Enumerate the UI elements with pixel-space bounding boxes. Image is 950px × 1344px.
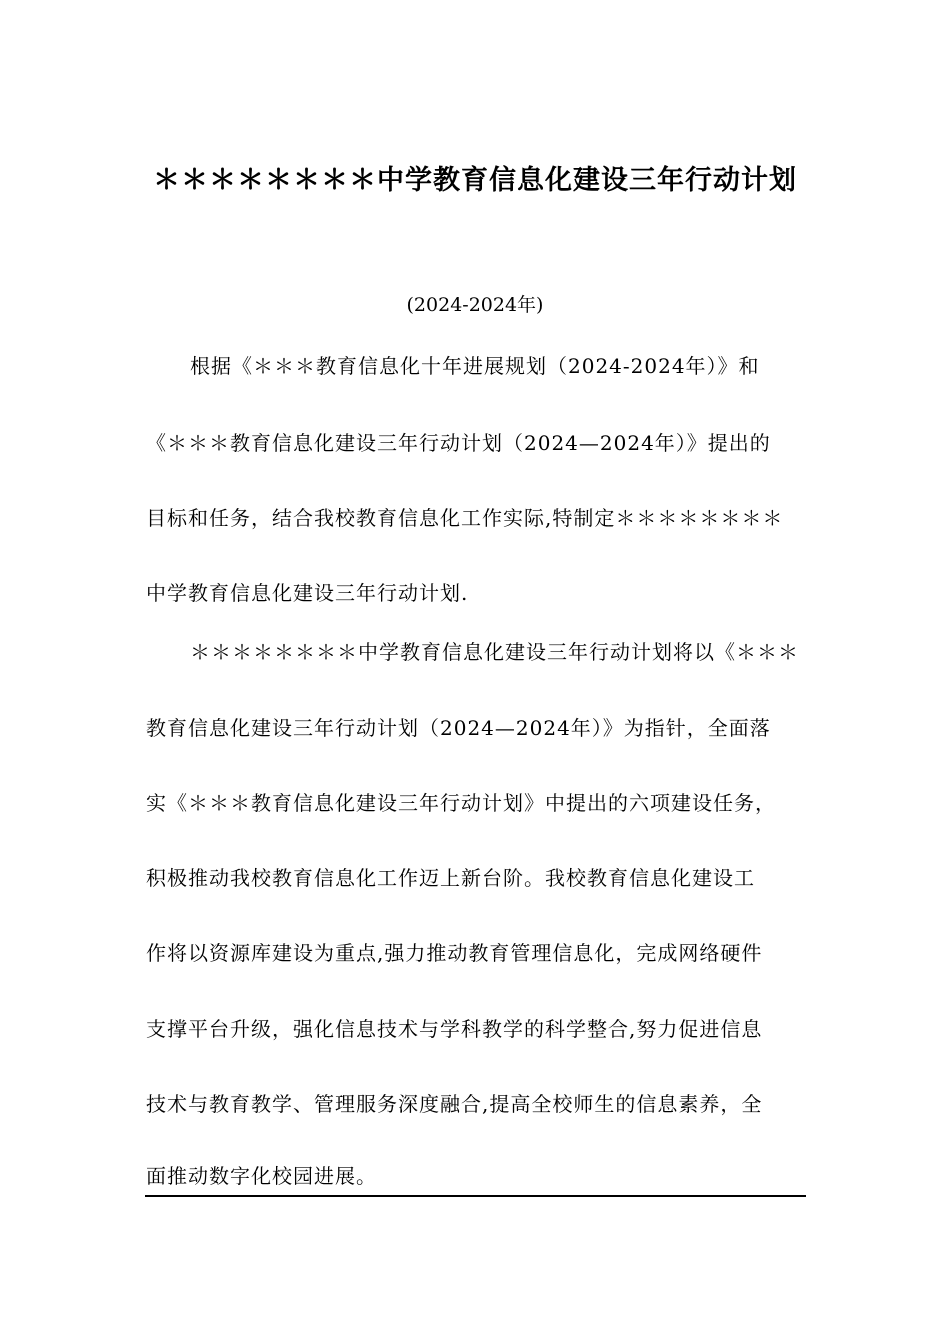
- document-subtitle: (2024-2024年): [406, 294, 544, 316]
- paragraph-2-line-2: 教育信息化建设三年行动计划（2024—2024年）》为指针，全面落: [146, 716, 771, 740]
- bottom-rule: [145, 1195, 806, 1197]
- paragraph-1-line-3: 目标和任务，结合我校教育信息化工作实际,特制定＊＊＊＊＊＊＊＊: [146, 506, 784, 530]
- paragraph-2-line-5: 作将以资源库建设为重点,强力推动教育管理信息化，完成网络硬件: [146, 941, 763, 965]
- document-title: ＊＊＊＊＊＊＊＊中学教育信息化建设三年行动计划: [153, 165, 797, 196]
- paragraph-2-line-6: 支撑平台升级，强化信息技术与学科教学的科学整合,努力促进信息: [146, 1017, 763, 1041]
- paragraph-2-line-7: 技术与教育教学、管理服务深度融合,提高全校师生的信息素养，全: [146, 1092, 763, 1116]
- paragraph-2-line-8: 面推动数字化校园进展。: [146, 1164, 377, 1188]
- paragraph-1-line-2: 《＊＊＊教育信息化建设三年行动计划（2024—2024年）》提出的: [146, 431, 771, 455]
- paragraph-2-line-3: 实《＊＊＊教育信息化建设三年行动计划》中提出的六项建设任务，: [146, 791, 776, 815]
- paragraph-1-line-1: 根据《＊＊＊教育信息化十年进展规划（2024-2024年）》和: [190, 354, 760, 378]
- paragraph-2-line-1: ＊＊＊＊＊＊＊＊中学教育信息化建设三年行动计划将以《＊＊＊: [190, 640, 799, 664]
- paragraph-1-line-4: 中学教育信息化建设三年行动计划.: [146, 581, 469, 605]
- paragraph-2-line-4: 积极推动我校教育信息化工作迈上新台阶。我校教育信息化建设工: [146, 866, 755, 890]
